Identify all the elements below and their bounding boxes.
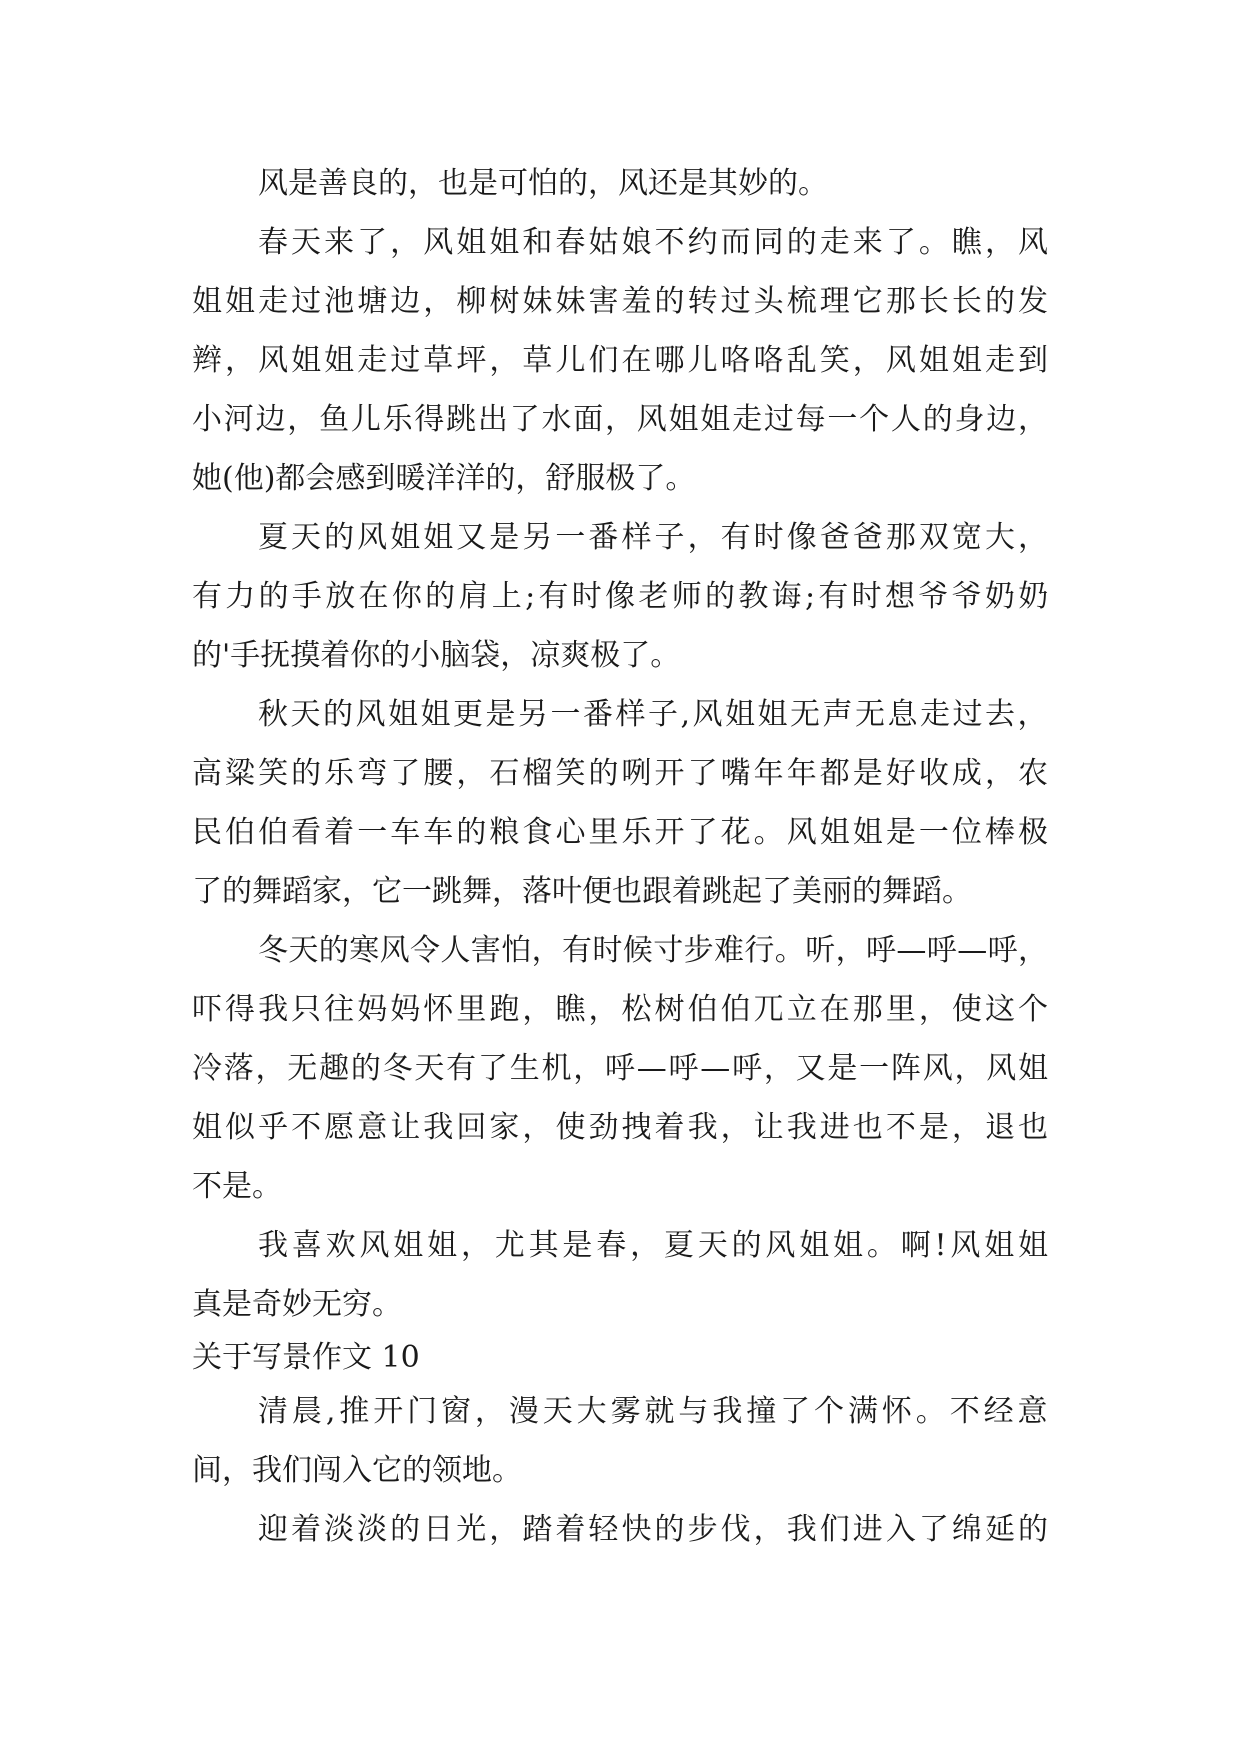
text-line: 小河边，鱼儿乐得跳出了水面，风姐姐走过每一个人的身边，	[192, 402, 1050, 437]
text-line: 吓得我只往妈妈怀里跑，瞧，松树伯伯兀立在那里，使这个	[192, 992, 1052, 1027]
text-line: 了的舞蹈家，它一跳舞，落叶便也跟着跳起了美丽的舞蹈。	[192, 874, 972, 909]
text-line: 真是奇妙无穷。	[192, 1287, 402, 1322]
text-line: 她(他)都会感到暖洋洋的，舒服极了。	[192, 461, 696, 496]
text-line: 秋天的风姐姐更是另一番样子,风姐姐无声无息走过去，	[258, 697, 1051, 732]
text-line: 迎着淡淡的日光，踏着轻快的步伐，我们进入了绵延的	[258, 1512, 1052, 1547]
text-line: 间，我们闯入它的领地。	[192, 1453, 522, 1488]
text-line: 辫，风姐姐走过草坪，草儿们在哪儿咯咯乱笑，风姐姐走到	[192, 343, 1052, 378]
text-line: 民伯伯看着一车车的粮食心里乐开了花。风姐姐是一位棒极	[192, 815, 1052, 850]
text-line: 的'手抚摸着你的小脑袋，凉爽极了。	[192, 638, 681, 673]
text-line: 风是善良的，也是可怕的，风还是其妙的。	[258, 166, 828, 201]
text-line: 夏天的风姐姐又是另一番样子，有时像爸爸那双宽大，	[258, 520, 1052, 555]
section-heading: 关于写景作文 10	[192, 1340, 420, 1375]
text-line: 冷落，无趣的冬天有了生机，呼—呼—呼，又是一阵风，风姐	[192, 1051, 1050, 1086]
text-line: 姐似乎不愿意让我回家，使劲拽着我，让我进也不是，退也	[192, 1110, 1052, 1145]
text-line: 姐姐走过池塘边，柳树妹妹害羞的转过头梳理它那长长的发	[192, 284, 1052, 319]
text-line: 我喜欢风姐姐，尤其是春，夏天的风姐姐。啊!风姐姐	[258, 1228, 1052, 1263]
text-line: 高粱笑的乐弯了腰，石榴笑的咧开了嘴年年都是好收成，农	[192, 756, 1052, 791]
text-line: 有力的手放在你的肩上;有时像老师的教诲;有时想爷爷奶奶	[192, 579, 1052, 614]
text-line: 春天来了，风姐姐和春姑娘不约而同的走来了。瞧，风	[258, 225, 1052, 260]
text-line: 清晨,推开门窗，漫天大雾就与我撞了个满怀。不经意	[258, 1394, 1052, 1429]
text-line: 不是。	[192, 1169, 282, 1204]
text-line: 冬天的寒风令人害怕，有时候寸步难行。听，呼—呼—呼，	[258, 933, 1049, 968]
